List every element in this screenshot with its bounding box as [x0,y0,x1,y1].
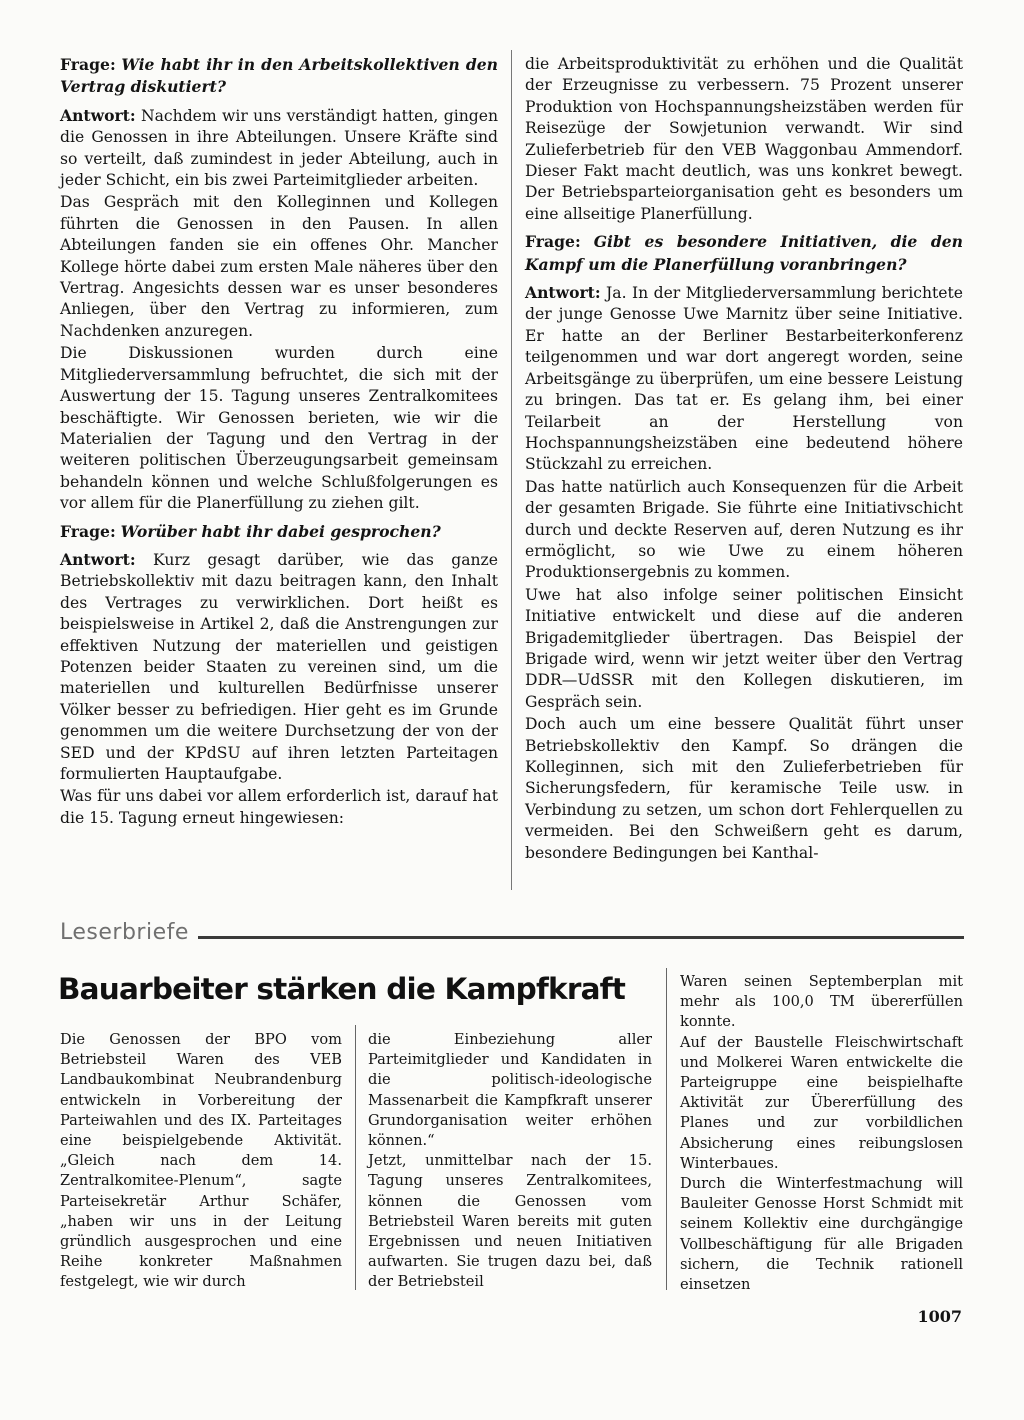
question-text: Gibt es besondere Initiativen, die den Kampf um die Planerfüllung voranbringen? [525,232,963,274]
letter-column-3 [680,972,963,1295]
column-divider [511,50,512,890]
letter-paragraph: Auf der Baustelle Fleischwirtschaft und Molkerei Waren entwickelte die Parteigruppe eine beispielhafte Aktivität zur Übererfüllung des Planes und zur vorbildlichen Absicherung eines reibungslosen Winterbaues. [680,1033,963,1172]
answer-paragraph [60,549,498,785]
body-paragraph: Doch auch um eine bessere Qualität führt unser Betriebskollektiv den Kampf. So drängen die Kolleginnen, sich mit den Zulieferbetrieben für Sicherungsfedern, für keramische Teile usw. in Verbindung zu setzen, um schon dort Fehlerquellen zu vermeiden. Bei den Schweißern geht es darum, besondere Bedingungen bei Kanthal- [525,715,963,862]
letter-paragraph: Durch die Winterfestmachung will Bauleiter Genosse Horst Schmidt mit seinem Kollektiv eine durchgängige Vollbeschäftigung für alle Brigaden sichern, die Technik rationell einsetzen [680,1175,963,1294]
answer-text: Ja. In der Mitgliederversammlung berichtete der junge Genosse Uwe Marnitz über seine Initiative. Er hatte an der Berliner Bestarbeiterkonferenz teilgenommen und war dort angeregt worden, seine Arbeitsgänge zu überprüfen, um eine bessere Leistung zu bringen. Das tat er. Es gelang ihm, bei einer Teilarbeit an der Herstellung von Hochspannungsheizstäben eine bedeutend höhere Stückzahl zu erreichen. [525,284,963,474]
question-text: Worüber habt ihr dabei gesprochen? [120,521,441,541]
question-paragraph [60,54,498,99]
article-headline: Bauarbeiter stärken die Kampfkraft [58,972,626,1006]
answer-paragraph [525,282,963,476]
section-rule [198,936,964,939]
question-label: Frage: [60,55,116,74]
section-header [60,920,964,950]
interview-column-right [525,54,963,865]
answer-text: Kurz gesagt darüber, wie das ganze Betriebskollektiv mit dazu beitragen kann, den Inhalt des Vertrages zu verwirklichen. Dort heißt es beispielsweise in Artikel 2, daß die Anstrengungen zur effektiven Nutzung der materiellen und geistigen Potenzen beider Staaten zu vereinen sind, um die materiellen und kulturellen Bedürfnisse unserer Völker besser zu befriedigen. Hier geht es im Grunde genommen um die weitere Durchsetzung der von der SED und der KPdSU auf ihren letzten Parteitagen formulierten Hauptaufgabe. [60,550,498,783]
page-number: 1007 [917,1307,962,1326]
interview-column-left [60,54,498,830]
column-divider [355,1025,356,1290]
body-paragraph: Die Diskussionen wurden durch eine Mitgliederversammlung befruchtet, die sich mit der Auswertung der 15. Tagung unseres Zentralkomitees beschäftigte. Wir Genossen berieten, wie wir die Materialien der Tagung und den Vertrag in der weiteren politischen Überzeugungsarbeit gemeinsam behandeln können und welche Schlußfolgerungen es vor allem für die Planerfüllung zu ziehen gilt. [60,344,498,513]
question-label: Frage: [525,232,581,252]
answer-text: Nachdem wir uns verständigt hatten, gingen die Genossen in ihre Abteilungen. Unsere Kräfte sind so verteilt, daß zumindest in jeder Abteilung, auch in jeder Schicht, ein bis zwei Parteimitglieder arbeiten. [60,106,498,190]
column-divider [666,968,667,1290]
body-paragraph: Was für uns dabei vor allem erforderlich ist, darauf hat die 15. Tagung erneut hingewiesen: [60,787,498,827]
body-paragraph: die Arbeitsproduktivität zu erhöhen und die Qualität der Erzeugnisse zu verbessern. 75 Prozent unserer Produktion von Hochspannungsheizstäben werden für Reisezüge der Sowjetunion verwandt. Wir sind Zulieferbetrieb für den VEB Waggonbau Ammendorf. Dieser Fakt macht deutlich, was uns konkret bewegt. Der Betriebsparteiorganisation geht es besonders um eine allseitige Planerfüllung. [525,55,963,223]
answer-label: Antwort: [60,549,136,569]
letter-paragraph: die Einbeziehung aller Parteimitglieder und Kandidaten in die politisch-ideologische Massenarbeit die Kampfkraft unserer Grundorganisation weiter erhöhen können.“ [368,1031,652,1150]
answer-label: Antwort: [525,283,601,303]
answer-label: Antwort: [60,105,136,125]
body-paragraph: Uwe hat also infolge seiner politischen Einsicht Initiative entwickelt und diese auf die anderen Brigademitglieder übertragen. Das Beispiel der Brigade wird, wenn wir jetzt weiter über den Vertrag DDR—UdSSR mit den Kollegen diskutieren, im Gespräch sein. [525,585,963,711]
question-label: Frage: [60,521,116,541]
letter-column-1 [60,1030,342,1293]
answer-paragraph [60,105,498,192]
letter-paragraph: Waren seinen Septemberplan mit mehr als 100,0 TM übererfüllen konnte. [680,973,963,1031]
body-paragraph: Das hatte natürlich auch Konsequenzen für die Arbeit der gesamten Brigade. Sie führte eine Initiativschicht durch und deckte Reserven auf, deren Nutzung es ihr ermöglicht, so wie Uwe zu einem höheren Produktionsergebnis zu kommen. [525,477,963,582]
question-paragraph [60,521,498,543]
question-paragraph [525,231,963,276]
letter-paragraph: Jetzt, unmittelbar nach der 15. Tagung unseres Zentralkomitees, können die Genossen vom Betriebsteil Waren bereits mit guten Ergebnissen und neuen Initiativen aufwarten. Sie trugen dazu bei, daß der Betriebsteil [368,1152,652,1291]
letter-column-2 [368,1030,652,1293]
body-paragraph: Das Gespräch mit den Kolleginnen und Kollegen führten die Genossen in den Pausen. In allen Abteilungen fanden sie ein offenes Ohr. Mancher Kollege hörte dabei zum ersten Male näheres über den Vertrag. Angesichts dessen war es unser besonderes Anliegen, über den Vertrag zu informieren, zum Nachdenken anzuregen. [60,193,498,340]
section-label: Leserbriefe [60,920,189,945]
question-text: Wie habt ihr in den Arbeitskollektiven den Vertrag diskutiert? [60,55,498,97]
letter-paragraph: Die Genossen der BPO vom Betriebsteil Waren des VEB Landbaukombinat Neubrandenburg entwickeln in Vorbereitung der Parteiwahlen und des IX. Parteitages eine beispielgebende Aktivität. „Gleich nach dem 14. Zentralkomitee-Plenum“, sagte Parteisekretär Arthur Schäfer, „haben wir uns in der Leitung gründlich ausgesprochen und eine Reihe konkreter Maßnahmen festgelegt, wie wir durch [60,1031,342,1291]
